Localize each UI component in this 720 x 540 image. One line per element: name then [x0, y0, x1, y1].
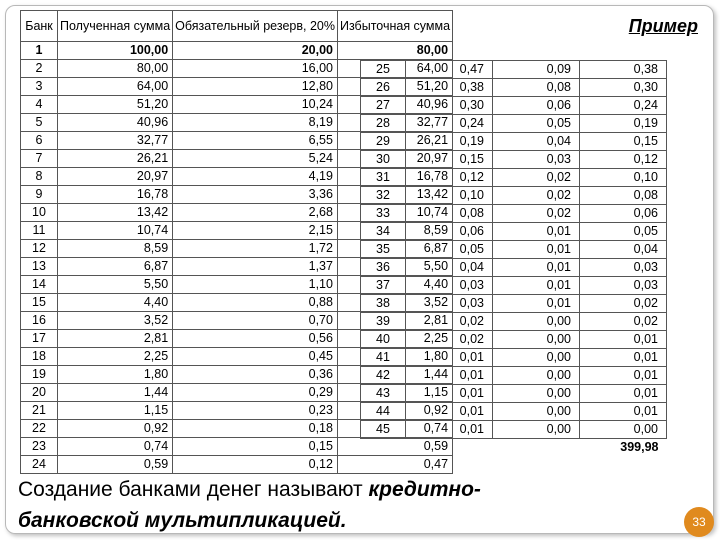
table-row	[21, 42, 453, 60]
table-cell: 2	[21, 60, 58, 78]
table-cell: 0,00	[580, 421, 667, 439]
table-row	[21, 456, 453, 474]
table-cell: 10,74	[58, 222, 173, 240]
table-cell: 0,12	[580, 151, 667, 169]
table-cell: 0,01	[406, 367, 493, 385]
table-cell: 10	[21, 204, 58, 222]
table-cell: 3,36	[173, 186, 338, 204]
table-cell: 3,52	[337, 294, 452, 312]
multiplier-table-right	[360, 60, 667, 456]
table-cell: 0,03	[580, 259, 667, 277]
table-cell: 80,00	[337, 42, 452, 60]
table-cell: 0,15	[406, 151, 493, 169]
table-cell: 0,15	[580, 133, 667, 151]
table-cell: 0,59	[58, 456, 173, 474]
table-cell: 20,97	[58, 168, 173, 186]
table-cell: 0,01	[493, 277, 580, 295]
table-cell: 42	[361, 367, 406, 385]
table-row	[361, 115, 667, 133]
slide-title: Пример	[628, 16, 698, 36]
table-cell: 0,05	[406, 241, 493, 259]
table-row	[361, 403, 667, 421]
table-cell: 0,04	[493, 133, 580, 151]
table-cell: 23	[21, 438, 58, 456]
table-cell: 0,24	[580, 97, 667, 115]
table-cell: 0,02	[406, 331, 493, 349]
table-cell: 20,97	[337, 150, 452, 168]
table-cell: 80,00	[58, 60, 173, 78]
table-cell: 13,42	[337, 186, 452, 204]
table-row	[361, 295, 667, 313]
table-cell: 0,03	[493, 151, 580, 169]
table-cell: 0,00	[493, 313, 580, 331]
table-cell: 0,01	[580, 349, 667, 367]
column-header: Обязательный резерв, 20%	[173, 11, 338, 42]
table-cell: 43	[361, 385, 406, 403]
table-cell: 8	[21, 168, 58, 186]
table-cell: 0,08	[493, 79, 580, 97]
table-cell: 0,10	[580, 169, 667, 187]
table-cell: 0,38	[580, 61, 667, 79]
table-cell: 1,15	[58, 402, 173, 420]
table-cell: 0,01	[406, 349, 493, 367]
table-cell: 0,88	[173, 294, 338, 312]
table-cell: 20,00	[173, 42, 338, 60]
table-cell: 33	[361, 205, 406, 223]
table-cell: 17	[21, 330, 58, 348]
table-cell: 12,80	[173, 78, 338, 96]
table-cell: 0,00	[493, 367, 580, 385]
table-cell: 13	[21, 258, 58, 276]
table-cell: 2,25	[337, 330, 452, 348]
table-cell: 36	[361, 259, 406, 277]
table-cell: 0,03	[406, 277, 493, 295]
table-cell: 0,19	[406, 133, 493, 151]
table-cell: 0,74	[337, 420, 452, 438]
table-cell: 2,81	[58, 330, 173, 348]
table-cell: 0,00	[493, 403, 580, 421]
table-cell: 0,00	[493, 385, 580, 403]
column-header: Полученная сумма	[58, 11, 173, 42]
table-cell: 16,00	[173, 60, 338, 78]
table-row	[361, 385, 667, 403]
table-cell: 0,00	[493, 331, 580, 349]
table-row	[361, 367, 667, 385]
table-row	[361, 331, 667, 349]
table-cell: 0,05	[580, 223, 667, 241]
table-cell: 0,36	[173, 366, 338, 384]
table-cell: 0,92	[337, 402, 452, 420]
table-cell: 35	[361, 241, 406, 259]
table-cell: 0,12	[406, 169, 493, 187]
table-cell: 0,05	[493, 115, 580, 133]
table-cell: 0,92	[58, 420, 173, 438]
table-cell: 20	[21, 384, 58, 402]
table-cell: 13,42	[58, 204, 173, 222]
table-row	[361, 205, 667, 223]
table-cell: 39	[361, 313, 406, 331]
table-cell: 16,78	[337, 168, 452, 186]
table-cell: 30	[361, 151, 406, 169]
total-value: 399,98	[620, 440, 659, 454]
table-cell: 0,02	[580, 295, 667, 313]
table-cell: 11	[21, 222, 58, 240]
table-cell: 28	[361, 115, 406, 133]
empty-cell	[493, 439, 580, 457]
table-row	[361, 133, 667, 151]
table-cell: 0,59	[337, 438, 452, 456]
table-cell: 45	[361, 421, 406, 439]
table-cell: 4,40	[58, 294, 173, 312]
table-cell: 15	[21, 294, 58, 312]
table-cell: 0,01	[580, 331, 667, 349]
table-cell: 6	[21, 132, 58, 150]
table-row	[361, 277, 667, 295]
table-cell: 4,40	[337, 276, 452, 294]
empty-cell	[406, 439, 493, 457]
table-cell: 0,02	[406, 313, 493, 331]
table-cell: 0,02	[493, 187, 580, 205]
table-cell: 0,30	[406, 97, 493, 115]
table-cell: 0,00	[493, 421, 580, 439]
table-cell: 8,59	[337, 222, 452, 240]
total-row	[361, 439, 667, 457]
table-cell: 1,15	[337, 384, 452, 402]
table-cell: 3,52	[58, 312, 173, 330]
table-cell: 0,08	[406, 205, 493, 223]
table-cell: 31	[361, 169, 406, 187]
table-cell: 2,68	[173, 204, 338, 222]
table-cell: 1	[21, 42, 58, 60]
table-cell: 0,01	[406, 421, 493, 439]
table-cell: 0,30	[580, 79, 667, 97]
table-cell: 0,56	[173, 330, 338, 348]
table-cell: 0,03	[580, 277, 667, 295]
table-row	[361, 97, 667, 115]
table-cell: 0,06	[406, 223, 493, 241]
table-cell: 0,01	[580, 367, 667, 385]
table-cell: 0,47	[406, 61, 493, 79]
table-cell: 0,02	[493, 169, 580, 187]
caption-normal: Создание банками денег называют	[18, 478, 369, 501]
table-cell: 6,87	[58, 258, 173, 276]
table-cell: 0,02	[580, 313, 667, 331]
empty-cell	[361, 439, 406, 457]
table-cell: 24	[21, 456, 58, 474]
table-cell: 9	[21, 186, 58, 204]
table-row	[361, 259, 667, 277]
table-cell: 22	[21, 420, 58, 438]
column-header: Банк	[21, 11, 58, 42]
table-row	[361, 79, 667, 97]
table-cell: 0,19	[580, 115, 667, 133]
table-cell: 26,21	[58, 150, 173, 168]
table-cell: 0,47	[337, 456, 452, 474]
table-cell: 51,20	[337, 78, 452, 96]
table-cell: 8,59	[58, 240, 173, 258]
table-cell: 0,01	[493, 241, 580, 259]
table-cell: 0,29	[173, 384, 338, 402]
table-cell: 40,96	[337, 96, 452, 114]
table-cell: 1,37	[173, 258, 338, 276]
table-cell: 14	[21, 276, 58, 294]
table-cell: 27	[361, 97, 406, 115]
table-cell: 21	[21, 402, 58, 420]
table-cell: 38	[361, 295, 406, 313]
table-cell: 0,70	[173, 312, 338, 330]
table-cell: 0,06	[493, 97, 580, 115]
table-cell: 3	[21, 78, 58, 96]
table-cell: 0,01	[493, 259, 580, 277]
table-cell: 8,19	[173, 114, 338, 132]
table-cell: 0,45	[173, 348, 338, 366]
table-row	[361, 169, 667, 187]
table-cell: 0,01	[406, 403, 493, 421]
table-cell: 0,01	[493, 295, 580, 313]
table-cell: 1,72	[173, 240, 338, 258]
table-cell: 6,55	[173, 132, 338, 150]
table-cell: 4	[21, 96, 58, 114]
table-cell: 0,01	[493, 223, 580, 241]
table-cell: 26	[361, 79, 406, 97]
table-cell: 1,44	[58, 384, 173, 402]
table-cell: 0,12	[173, 456, 338, 474]
table-cell: 19	[21, 366, 58, 384]
table-cell: 1,44	[337, 366, 452, 384]
table-cell: 0,18	[173, 420, 338, 438]
slide-caption	[18, 474, 578, 536]
table-cell: 2,81	[337, 312, 452, 330]
table-cell: 5,50	[337, 258, 452, 276]
table-cell: 4,19	[173, 168, 338, 186]
table-row	[361, 223, 667, 241]
table-row	[361, 421, 667, 439]
table-cell: 34	[361, 223, 406, 241]
table-cell: 5,50	[58, 276, 173, 294]
table-cell: 0,03	[406, 295, 493, 313]
table-cell: 1,80	[337, 348, 452, 366]
table-cell: 32	[361, 187, 406, 205]
table-cell: 0,06	[580, 205, 667, 223]
table-cell: 64,00	[337, 60, 452, 78]
table-cell: 64,00	[58, 78, 173, 96]
column-header: Избыточная сумма	[337, 11, 452, 42]
table-cell: 25	[361, 61, 406, 79]
table-cell: 0,74	[58, 438, 173, 456]
table-cell: 0,10	[406, 187, 493, 205]
table-cell: 6,87	[337, 240, 452, 258]
table-cell: 16,78	[58, 186, 173, 204]
caption-emphasis: кредитно-банковской мультипликацией.	[18, 478, 481, 532]
table-cell: 10,24	[173, 96, 338, 114]
page-number-badge: 33	[684, 507, 714, 537]
table-row	[361, 241, 667, 259]
table-cell: 10,74	[337, 204, 452, 222]
table-cell: 0,02	[493, 205, 580, 223]
table-cell: 0,01	[406, 385, 493, 403]
table-cell: 5,24	[173, 150, 338, 168]
table-cell: 1,80	[58, 366, 173, 384]
table-cell: 37	[361, 277, 406, 295]
table-cell: 0,15	[173, 438, 338, 456]
table-cell: 0,00	[493, 349, 580, 367]
table-row	[361, 151, 667, 169]
table-cell: 0,38	[406, 79, 493, 97]
table-cell: 0,08	[580, 187, 667, 205]
table-cell: 0,23	[173, 402, 338, 420]
table-cell: 0,04	[406, 259, 493, 277]
table-cell: 12	[21, 240, 58, 258]
table-cell: 1,10	[173, 276, 338, 294]
table-cell: 32,77	[337, 114, 452, 132]
table-row	[361, 187, 667, 205]
table-cell: 0,01	[580, 403, 667, 421]
table-cell: 32,77	[58, 132, 173, 150]
table-header-row	[21, 11, 453, 42]
table-cell: 18	[21, 348, 58, 366]
table-cell: 41	[361, 349, 406, 367]
table-cell: 0,01	[580, 385, 667, 403]
table-cell: 51,20	[58, 96, 173, 114]
table-cell: 0,04	[580, 241, 667, 259]
table-row	[361, 349, 667, 367]
table-cell: 7	[21, 150, 58, 168]
table-cell: 0,24	[406, 115, 493, 133]
table-cell: 40,96	[58, 114, 173, 132]
table-cell: 16	[21, 312, 58, 330]
table-cell: 40	[361, 331, 406, 349]
table-cell: 2,15	[173, 222, 338, 240]
table-cell: 2,25	[58, 348, 173, 366]
table-cell: 29	[361, 133, 406, 151]
table-cell: 26,21	[337, 132, 452, 150]
table-row	[361, 61, 667, 79]
table-cell: 0,09	[493, 61, 580, 79]
table-cell: 5	[21, 114, 58, 132]
table-cell: 100,00	[58, 42, 173, 60]
table-row	[361, 313, 667, 331]
table-cell: 44	[361, 403, 406, 421]
